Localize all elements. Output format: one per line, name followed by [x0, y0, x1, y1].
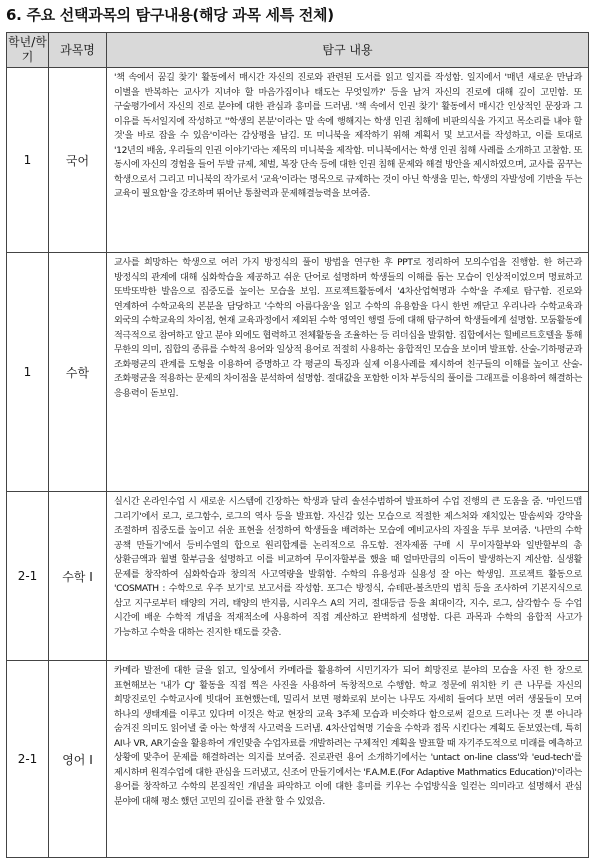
content-cell [107, 492, 589, 661]
content-text: '책 속에서 꿈길 찾기' 활동에서 매시간 자신의 진로와 관련된 도서를 읽고 일지를 작성함. 일지에서 '매년 새로운 만남과 이별을 반복하는 교사가 지녀야 할 마음가짐이나 태도는 무엇일까?' 등을 남겨 자신의 진로에 대해 깊이 고민함. 또 구술평가에서 자신의 진로 분야에 대한 관심과 흥미를 드러냄. '책 속에서 인권 찾기' 활동에서 매시간 인상적인 문장과 그 이유를 독서일지에 작성하고 ''학생의 본분'이라는 말 속에 행해지는 학생 인권 침해에 비판의식을 가지고 목소리를 내야 할 것'을 바로 잡을 수 있음'이라는 감상평을 남김. 또 미니북을 제작하기 위해 계획서 및 보고서를 작성하고, 이를 토대로 '12년의 배움, 우리들의 인권 이야기'라는 제목의 미니북을 제작함. 미니북에서는 학생 인권 침해 사례를 소개하고 고찰함. 또 동시에 자신의 경험을 들어 두발 규제, 체벌, 복장 단속 등에 대한 인권 침해 문제와 해결 방안을 제시하였으며, 교사를 꿈꾸는 학생으로서 그리고 미니북의 작가로서 '교육'이라는 명목으로 규제하는 것이 아닌 학생을 믿는, 학생의 자발성에 기반을 두는 교육이 필요함'을 강조하며 뛰어난 통찰력과 문제해결능력을 보여줌. [114, 73, 582, 199]
inquiry-table [6, 32, 589, 858]
table-row [7, 68, 589, 253]
content-cell [107, 253, 589, 492]
subject-cell: 영어 I [49, 661, 107, 858]
year-cell: 1 [7, 68, 49, 253]
content-cell [107, 68, 589, 253]
content-text: 실시간 온라인수업 시 새로운 시스템에 긴장하는 학생과 달리 솔선수범하여 발표하여 수업 진행의 큰 도움을 줌. '마인드맵 그리기'에서 로그, 로그함수, 로그의 역사 등을 발표함. 자신감 있는 모습으로 적절한 제스처와 재치있는 말솜씨와 강약을 조절하며 집중도를 높이고 쉬운 표현을 선정하여 학생들을 배려하는 모습에 예비교사의 자질을 두루 보여줌. '나만의 수학 공책 만들기'에서 등비수열의 합으로 원리합계를 논리적으로 유도함. 전자제품 구매 시 무이자할부와 일반할부의 총 상환금액과 월별 할부금을 설명하고 이를 비교하여 무이자할부를 했을 때 얼마만큼의 이득이 발생하는지 계산함. 실생활 문제를 창작하여 심화학습과 창의적 사고역량을 발휘함. 수학의 유용성과 실용성 잘 아는 학생임. 프로젝트 활동으로 'COSMATH : 수학으로 우주 보기'로 보고서를 작성함. 포그슨 방정식, 슈테판-볼츠만의 법칙 등을 조사하여 기본지식으로 삼고 지구로부터 태양의 거리, 태양의 반지름, 시리우스 A의 거리, 절대등급 등을 최대이각, 지수, 로그, 삼각함수 등 수업 시간에 배운 수학적 개념을 적재적소에 사용하여 직접 계산하고 완벽하게 설명함. 다른 과목과 수학의 융합적 사고가 가능하고 수학을 대하는 진지한 태도를 갖춤. [114, 497, 582, 638]
section-heading: 6. 주요 선택과목의 탐구내용(해당 과목 세특 전체) [6, 6, 334, 24]
content-text: 교사를 희망하는 학생으로 여러 가지 방정식의 풀이 방법을 연구한 후 PPT로 정리하여 모의수업을 진행함. 한 허근과 방정식의 관계에 대해 심화학습을 제공하고 쉬운 단어로 설명하며 학생들의 이해를 돕는 모습이 인상적이었으며 명료하고 또박또박한 발음으로 집중도를 높이는 모습을 보임. 프로젝트활동에서 '4차산업혁명과 수학'을 주제로 탐구함. 진로와 연계하여 수학교육의 본분을 담당하고 '수학의 아름다움'을 읽고 수학의 유용함을 다시 한번 깨닫고 우리나라 수학교육과 외국의 수학교육의 차이점, 현재 교육과정에서 제외된 수학 영역인 행렬 등에 대해 탐구하여 학생들에게 설명함. 모둠활동에 적극적으로 참여하고 알고 분야 외에도 협력하고 전체활동을 조율하는 등 리더십을 발휘함. 집합에서는 힐베르트호텔을 통해 무한의 의미, 집합의 종류를 수학적 용어와 일상적 용어로 적절히 사용하는 융합적인 모습을 보이며 발표함. 산술-기하평균과 조화평균의 관계를 도형을 이용하여 증명하고 각 평균의 특징과 실제 이용사례를 제시하여 친구들의 이해를 높이고 산술-조화평균을 적용하는 문제의 차이점을 분석하여 설명함. 절대값을 포함한 이차 부등식의 풀이를 그래프를 이용하여 해결하는 응용력이 돋보임. [114, 258, 582, 399]
header-content: 탐구 내용 [107, 33, 589, 68]
content-text: 카메라 발전에 대한 글을 읽고, 일상에서 카메라를 활용하여 시민기자가 되어 희망진로 분야의 모습을 사진 한 장으로 표현해보는 '내가 CJ' 활동을 직접 찍은 사진을 사용하여 독창적으로 수행함. 학교 정문에 위치한 키 큰 나무를 자신의 희망진로인 수학교사에 빗대어 표현했는데, 밀리서 보면 평화로워 보이는 나무도 자세히 들여다 보면 여러 생물들이 모여 하나의 생태계를 이루고 있다며 이것은 학교 현장의 교육 3주체 모습과 비슷하다 함으로써 겉으로 드러나는 것 뿐 아니라 숨겨진 의미도 읽어낼 줄 아는 학생적 사고력을 드러냄. 4차산업혁명 기술을 수학과 접목 시킨다는 계획도 돋보였는데, 특히 AI나 VR, AR기술을 활용하여 개인맞춤 수업자료를 개발하려는 구체적인 계획을 발표할 때 자기주도적으로 미래를 예측하고 상황에 맞추어 문제를 해결하려는 의지를 보여줌. 진로관련 용어 소개하기에서는 'untact on-line class'와 'eud-tech'를 제시하며 원격수업에 대한 관심을 드러냈고, 신조어 만들기에서는 'F.A.M.E.(For Adaptive Mathmatics Education)'이라는 용어를 창작하고 수학의 본질적인 개념을 파악하고 이에 대한 흥미를 키우는 수업방식을 일컫는 의미라고 설명해서 관심 분야에 대해 평소 했던 고민의 깊이를 관찰 할 수 있었음. [114, 666, 582, 807]
header-subject: 과목명 [49, 33, 107, 68]
subject-cell: 수학 I [49, 492, 107, 661]
year-cell: 2-1 [7, 492, 49, 661]
header-year: 학년/학기 [7, 33, 49, 68]
year-cell: 1 [7, 253, 49, 492]
year-cell: 2-1 [7, 661, 49, 858]
table-row [7, 253, 589, 492]
subject-cell: 국어 [49, 68, 107, 253]
table-row [7, 492, 589, 661]
table-header-row [7, 33, 589, 68]
subject-cell: 수학 [49, 253, 107, 492]
